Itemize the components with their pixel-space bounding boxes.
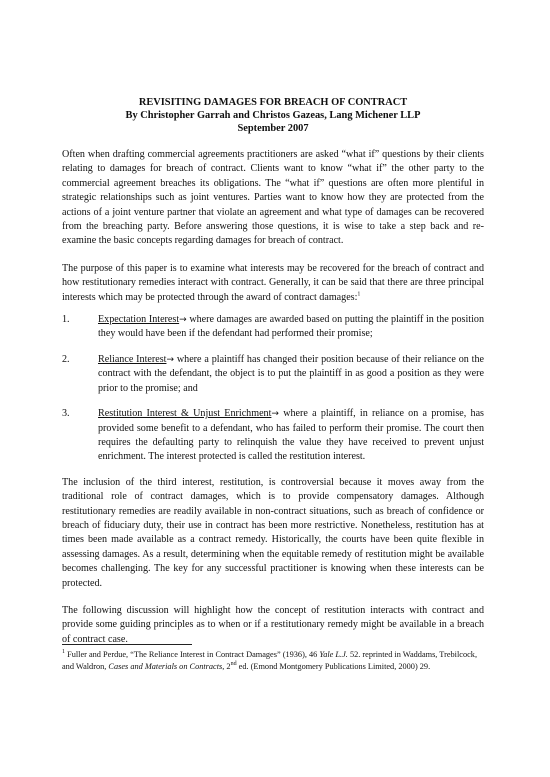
interest-number: 3.	[62, 408, 70, 420]
interest-term: Reliance Interest	[98, 353, 167, 365]
interests-list	[62, 313, 484, 465]
interest-item-expectation	[62, 313, 484, 342]
purpose-paragraph	[62, 262, 484, 305]
interest-text: where a plaintiff has changed their position because of their reliance on the contract with the defendant, the object is to put the plaintiff in as good a position as they were prior to the promise; and	[98, 353, 485, 394]
document-byline: By Christopher Garrah and Christos Gazeas, Lang Michener LLP	[125, 110, 421, 121]
footnote	[62, 649, 484, 672]
following-paragraph: The following discussion will highlight how the concept of restitution interacts with contract and provide some guiding principles as to when or if a restitutionary remedy might be available in a breach of contract case.	[62, 604, 484, 645]
third-interest-paragraph: The inclusion of the third interest, restitution, is controversial because it moves away from the traditional role of contract damages, which is to provide compensatory damages. Although restitutionary remedies are readily available in non-contract situations, such as breach of confidence or breach of fiduciary duty, their use in contract has been more restrictive. Nonetheless, restitution has at times been made available as a contract remedy. Historically, the courts have been quite flexible in assessing damages. As a result, determining when the equitable remedy of restitution might be available becomes challenging. The key for any successful practitioner is knowing when these interests can be protected.	[62, 476, 484, 589]
footnote-ref[interactable]: 1	[357, 291, 361, 298]
footnote-text-a: Fuller and Perdue, “The Reliance Interest in Contract Damages” (1936), 46	[65, 650, 320, 659]
purpose-text: The purpose of this paper is to examine what interests may be recovered for the breach of contract and how restitutionary remedies interact with contract. Generally, it can be said that there are three principal interests which may be protected through the award of contract damages:	[62, 262, 484, 303]
interest-number: 1.	[62, 314, 70, 326]
document-heading	[62, 96, 484, 135]
interest-item-restitution	[62, 407, 484, 465]
right-arrow-icon: →	[271, 409, 279, 420]
footnote-text-c: , 2	[222, 661, 231, 671]
footnote-text-d: ed. (Emond Montgomery Publications Limited, 2000) 29.	[236, 661, 431, 671]
footnote-text-b: 52. reprinted in Waddams, Trebilcock, and Waldron,	[62, 650, 478, 671]
interest-text: where a plaintiff, in reliance on a promise, has provided some benefit to a defendant, who has failed to perform their promise. The court then requires the defaulting party to relinquish the value they have received to prevent unjust enrichment. The interest protected is called the restitution interest.	[98, 408, 484, 463]
intro-paragraph: Often when drafting commercial agreements practitioners are asked “what if” questions by their clients relating to damages for breach of contract. Clients want to know “what if” the other party to the commercial agreement breaches its obligations. The “what if” questions are often more plentiful in strategic relationships such as joint ventures. Parties want to know how they are protected from the actions of a joint venture partner that violate an agreement and what type of damages can be recovered from the breaching party. Before answering those questions, it is wise to take a step back and re-examine the basic concepts regarding damages for breach of contract.	[62, 149, 484, 247]
right-arrow-icon: →	[179, 315, 187, 326]
footnote-journal: Yale L.J.	[319, 650, 348, 659]
interest-term: Expectation Interest	[98, 314, 180, 326]
footnote-marker: 1	[62, 649, 65, 656]
interest-term: Restitution Interest & Unjust Enrichment	[98, 408, 272, 420]
document-title: REVISITING DAMAGES FOR BREACH OF CONTRACT	[138, 97, 408, 108]
footnote-book-title: Cases and Materials on Contracts	[108, 661, 223, 671]
document-date: September 2007	[237, 123, 309, 134]
interest-text: where damages are awarded based on putting the plaintiff in the position they would have been if the defendant had performed their promise;	[98, 314, 484, 340]
footnote-divider	[62, 644, 192, 645]
footnote-edition-sup: nd	[230, 660, 237, 667]
right-arrow-icon: →	[166, 354, 174, 365]
interest-item-reliance	[62, 353, 484, 396]
interest-number: 2.	[62, 353, 70, 365]
